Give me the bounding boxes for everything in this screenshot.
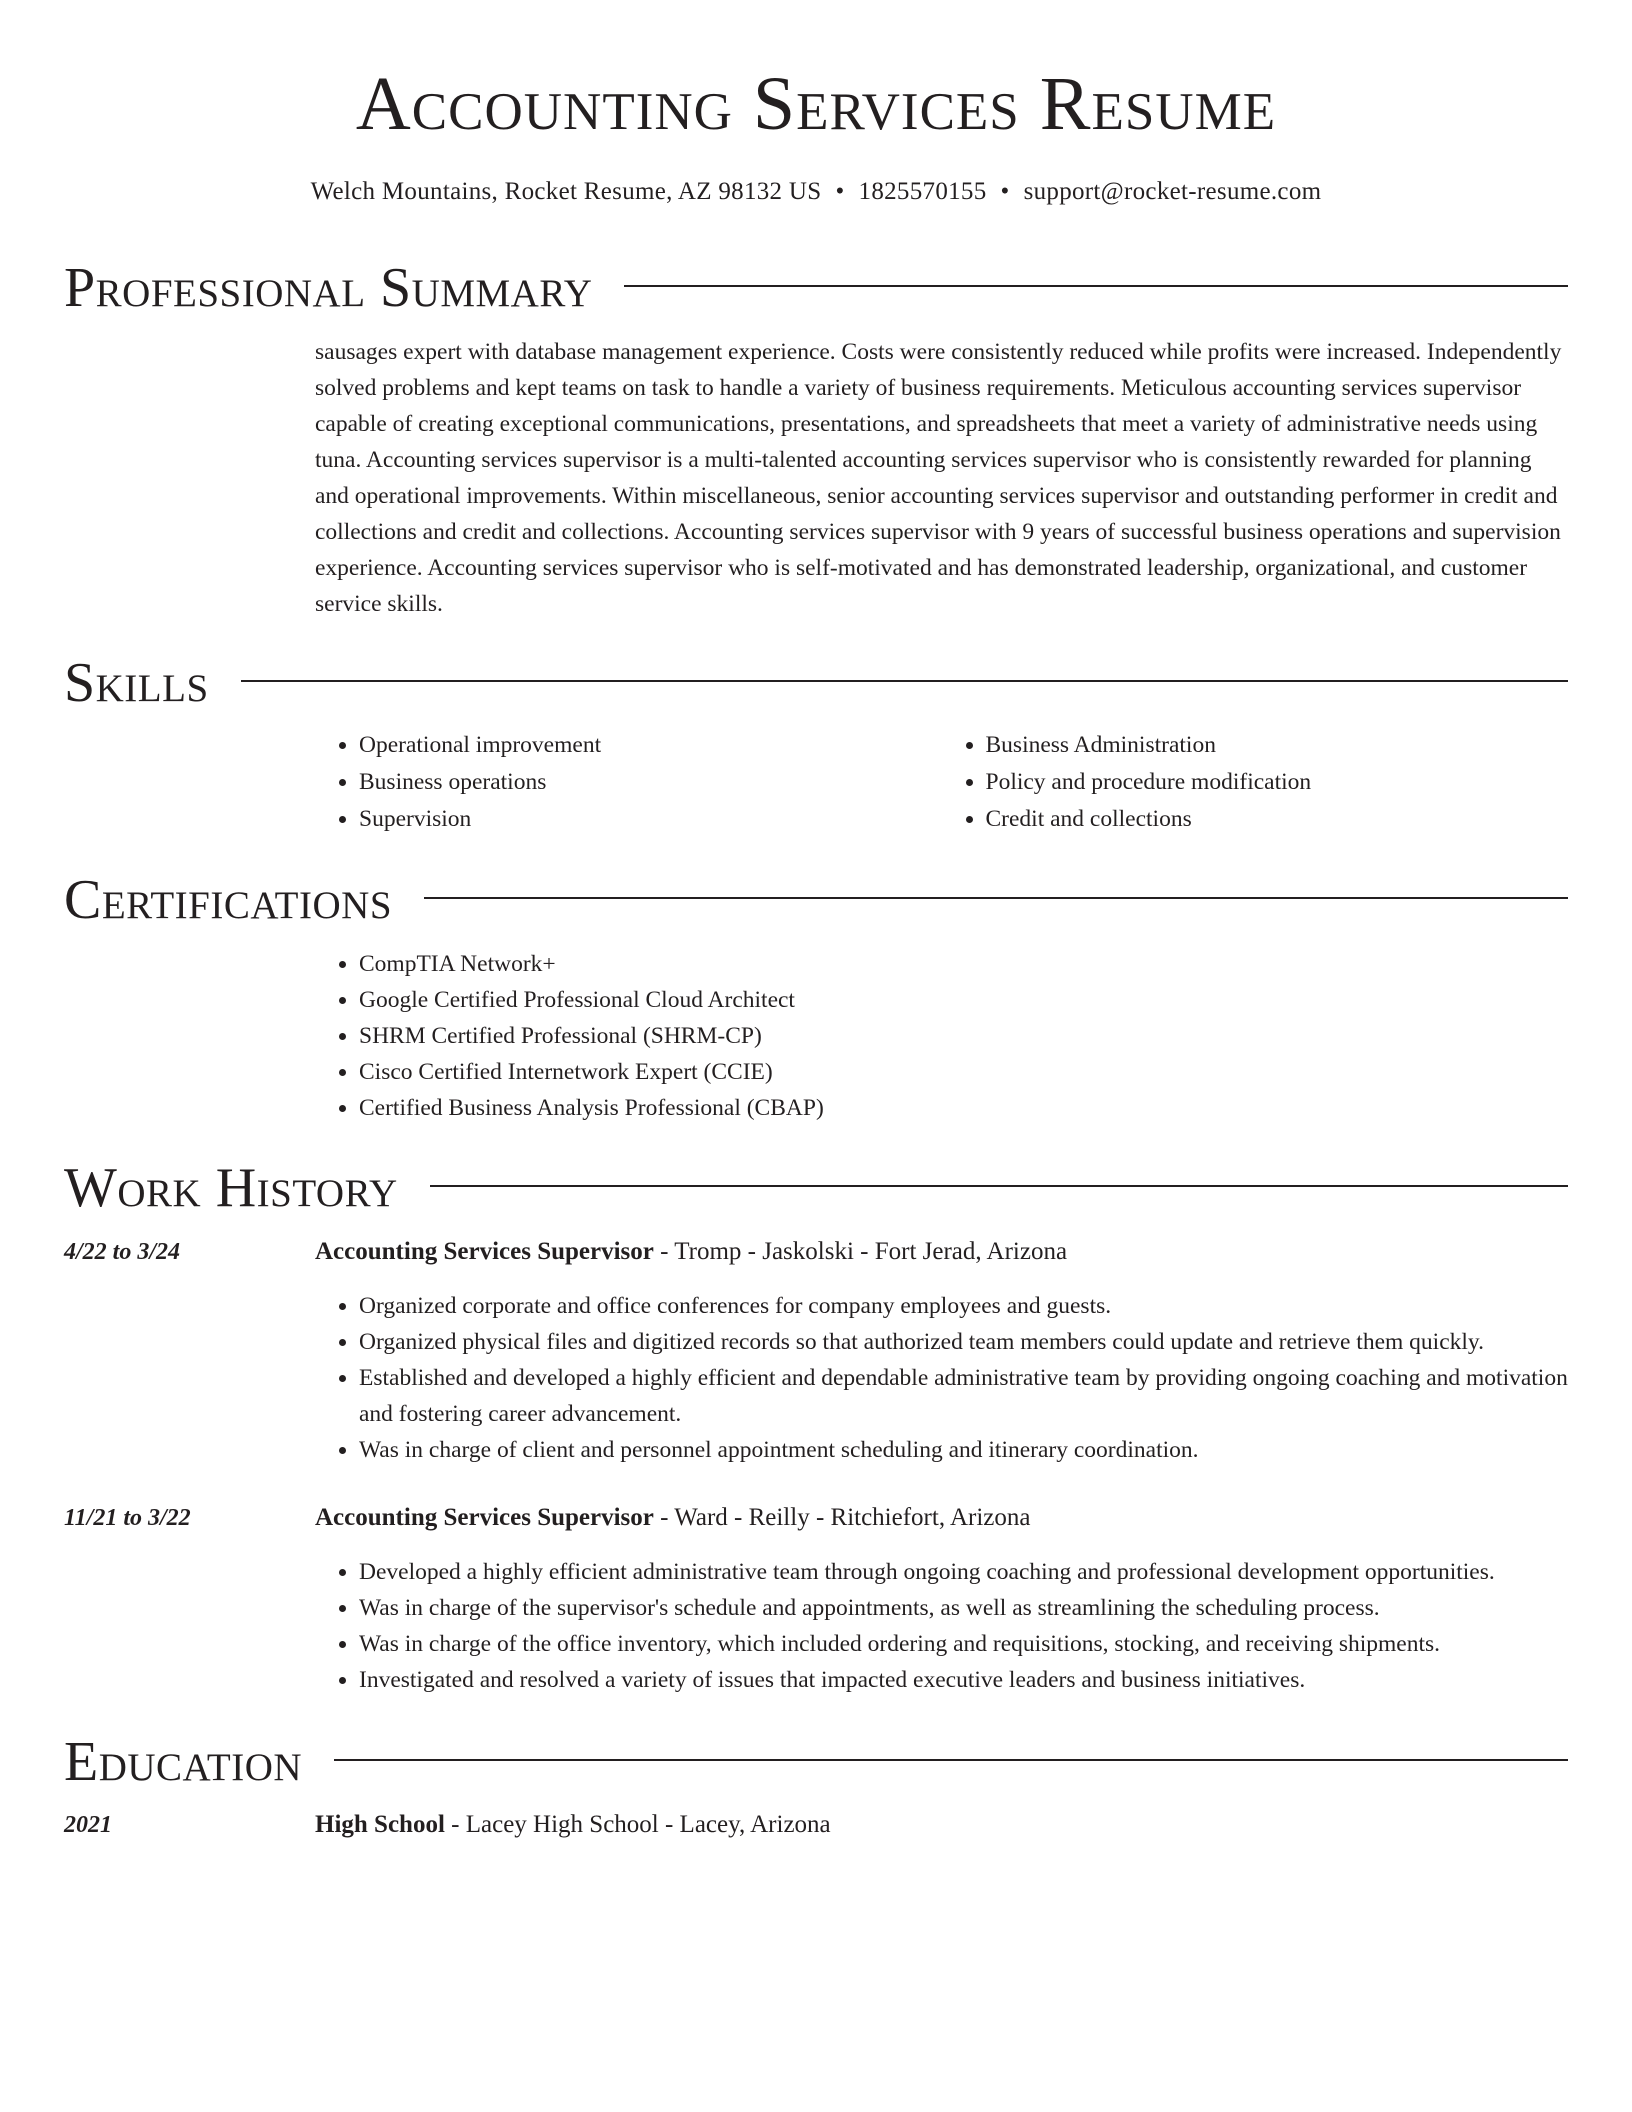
education-entry — [315, 1807, 1568, 1843]
summary-text: sausages expert with database management experience. Costs were consistently reduced while profits were increased. Independently solved problems and kept teams on task to handle a variety of business requirements. Meticulous accounting services supervisor capable of creating exceptional communications, presentations, and spreadsheets that meet a variety of administrative needs using tuna. Accounting services supervisor is a multi-talented accounting services supervisor who is consistently rewarded for planning and operational improvements. Within miscellaneous, senior accounting services supervisor and outstanding performer in credit and collections and credit and collections. Accounting services supervisor with 9 years of successful business operations and supervision experience. Accounting services supervisor who is self-motivated and has demonstrated leadership, organizational, and customer service skills. — [315, 339, 1562, 617]
job-role: Accounting Services Supervisor — [315, 1238, 654, 1265]
skill-item: • Operational improvement — [359, 727, 942, 764]
contact-email[interactable]: support@rocket-resume.com — [1023, 178, 1322, 205]
job-employer: - Ward - Reilly - Ritchiefort, Arizona — [653, 1504, 1031, 1531]
certifications-body — [315, 946, 1568, 1126]
job-bullet: • Developed a highly efficient administrative team through ongoing coaching and professional development opportunities. — [359, 1554, 1568, 1590]
section-divider — [241, 680, 1568, 682]
job-entry — [315, 1500, 1568, 1698]
job-bullets — [315, 1554, 1568, 1698]
skill-item: • Business operations — [359, 764, 942, 801]
certification-item: • Certified Business Analysis Professional (CBAP) — [359, 1090, 1568, 1126]
education-year: 2021 — [64, 1812, 112, 1838]
education-heading: Education — [64, 1731, 303, 1793]
job-role: Accounting Services Supervisor — [315, 1504, 654, 1531]
contact-separator: • — [835, 178, 845, 205]
work-heading: Work History — [64, 1157, 398, 1219]
contact-address: Welch Mountains, Rocket Resume, AZ 98132 US — [310, 178, 822, 205]
summary-section-header — [64, 253, 1568, 323]
certifications-heading: Certifications — [64, 869, 393, 931]
job-title-line — [315, 1500, 1568, 1536]
resume-title: Accounting Services Resume — [355, 62, 1277, 146]
skill-item: • Credit and collections — [986, 801, 1569, 838]
education-section-header — [64, 1727, 1568, 1797]
education-degree: High School — [315, 1811, 445, 1838]
certifications-list — [315, 946, 1568, 1126]
skills-list-left — [315, 727, 942, 838]
job-bullet: • Established and developed a highly efficient and dependable administrative team by providing ongoing coaching and motivation and fostering career advancement. — [359, 1360, 1568, 1432]
section-divider — [430, 1185, 1568, 1187]
certification-item: • CompTIA Network+ — [359, 946, 1568, 982]
contact-line — [64, 174, 1568, 210]
job-bullet: • Organized physical files and digitized records so that authorized team members could update and retrieve them quickly. — [359, 1324, 1568, 1360]
section-divider — [424, 897, 1568, 899]
job-dates: 11/21 to 3/22 — [64, 1505, 191, 1531]
summary-heading: Professional Summary — [64, 257, 593, 319]
job-employer: - Tromp - Jaskolski - Fort Jerad, Arizona — [653, 1238, 1068, 1265]
skills-heading: Skills — [64, 652, 209, 714]
job-bullet: • Was in charge of the supervisor's schedule and appointments, as well as streamlining the scheduling process. — [359, 1590, 1568, 1626]
skills-list-right — [942, 727, 1569, 838]
certifications-section-header — [64, 865, 1568, 935]
work-section-header — [64, 1153, 1568, 1223]
job-entry — [315, 1234, 1568, 1468]
job-bullets — [315, 1288, 1568, 1468]
skill-item: • Supervision — [359, 801, 942, 838]
skill-item: • Business Administration — [986, 727, 1569, 764]
job-bullet: • Organized corporate and office conferences for company employees and guests. — [359, 1288, 1568, 1324]
certification-item: • Google Certified Professional Cloud Architect — [359, 982, 1568, 1018]
certification-item: • Cisco Certified Internetwork Expert (CCIE) — [359, 1054, 1568, 1090]
job-title-line — [315, 1234, 1568, 1270]
skills-section-header — [64, 648, 1568, 718]
skill-item: • Policy and procedure modification — [986, 764, 1569, 801]
job-dates: 4/22 to 3/24 — [64, 1239, 181, 1265]
certification-item: • SHRM Certified Professional (SHRM-CP) — [359, 1018, 1568, 1054]
education-school: - Lacey High School - Lacey, Arizona — [444, 1811, 831, 1838]
summary-body — [315, 334, 1568, 622]
section-divider — [334, 1759, 1568, 1761]
job-bullet: • Was in charge of the office inventory, which included ordering and requisitions, stocking, and receiving shipments. — [359, 1626, 1568, 1662]
skills-body — [315, 727, 1568, 838]
education-line — [315, 1807, 1568, 1843]
contact-phone: 1825570155 — [858, 178, 987, 205]
job-bullet: • Was in charge of client and personnel appointment scheduling and itinerary coordination. — [359, 1432, 1568, 1468]
job-bullet: • Investigated and resolved a variety of issues that impacted executive leaders and business initiatives. — [359, 1662, 1568, 1698]
contact-separator: • — [1000, 178, 1010, 205]
skills-grid — [315, 727, 1568, 838]
section-divider — [624, 285, 1568, 287]
